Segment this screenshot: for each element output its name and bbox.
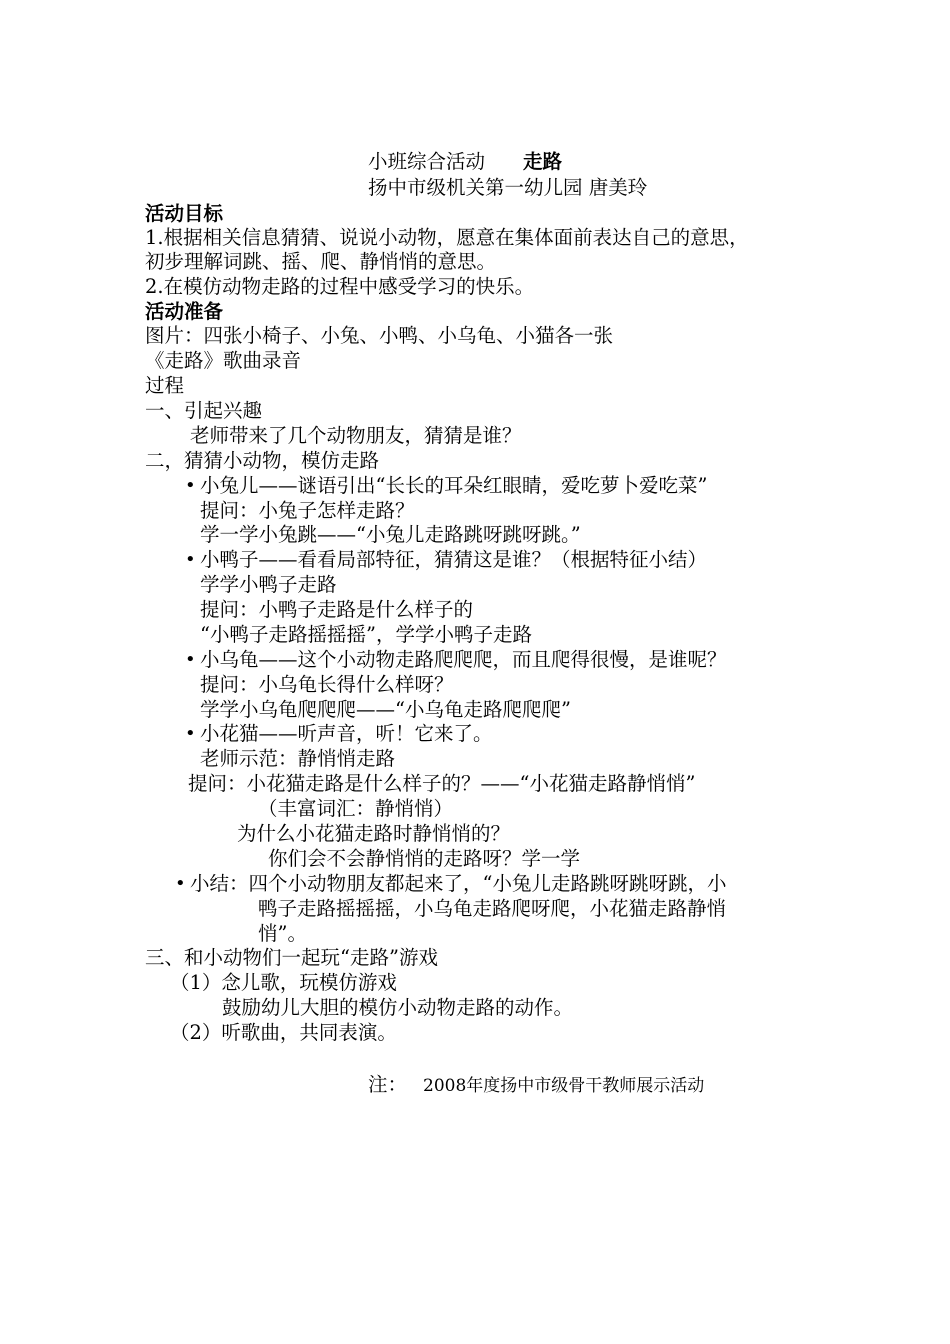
activity-type: 小班综合活动 <box>368 150 486 173</box>
goal-item-1-line-1: 1.根据相关信息猜猜、说说小动物，愿意在集体面前表达自己的意思， <box>145 226 749 249</box>
turtle-line-3: 学学小乌龟爬爬爬——“小乌龟走路爬爬爬” <box>200 698 571 721</box>
part-3-item-2: （2）听歌曲，共同表演。 <box>170 1021 397 1044</box>
part-1-title: 一、引起兴趣 <box>145 399 263 422</box>
part-3-item-1: （1）念儿歌，玩模仿游戏 <box>170 971 397 994</box>
part-1-text: 老师带来了几个动物朋友，猜猜是谁？ <box>190 424 522 447</box>
summary-line-2: 鸭子走路摇摇摇，小乌龟走路爬呀爬，小花猫走路静悄 <box>258 897 727 920</box>
cat-line-2: 老师示范：静悄悄走路 <box>200 747 396 770</box>
turtle-line-1: 小乌龟——这个小动物走路爬爬爬，而且爬得很慢，是谁呢？ <box>200 648 727 671</box>
rabbit-line-1: 小兔儿——谜语引出“长长的耳朵红眼睛，爱吃萝卜爱吃菜” <box>200 474 708 497</box>
bullet-duck: • <box>185 549 196 570</box>
cat-line-5: 为什么小花猫走路时静悄悄的？ <box>237 822 511 845</box>
part-2-title: 二，猜猜小动物，模仿走路 <box>145 449 380 472</box>
cat-line-3: 提问：小花猫走路是什么样子的？——“小花猫走路静悄悄” <box>188 772 696 795</box>
goals-heading: 活动目标 <box>145 202 224 225</box>
bullet-summary: • <box>175 873 186 894</box>
prep-heading: 活动准备 <box>145 300 224 323</box>
duck-line-1: 小鸭子——看看局部特征，猜猜这是谁？（根据特征小结） <box>200 548 708 571</box>
bullet-rabbit: • <box>185 475 196 496</box>
bullet-turtle: • <box>185 649 196 670</box>
page-title: 走路 <box>523 150 563 173</box>
prep-recording: 《走路》歌曲录音 <box>145 349 302 372</box>
goal-item-2: 2.在模仿动物走路的过程中感受学习的快乐。 <box>145 275 535 298</box>
cat-line-4: （丰富词汇：静悄悄） <box>258 797 454 820</box>
duck-line-4: “小鸭子走路摇摇摇”，学学小鸭子走路 <box>200 623 532 646</box>
footnote-text: 2008年度扬中市级骨干教师展示活动 <box>423 1076 705 1096</box>
footnote-label: 注： <box>368 1073 408 1096</box>
goal-item-1-line-2: 初步理解词跳、摇、爬、静悄悄的意思。 <box>145 250 497 273</box>
cat-line-1: 小花猫——听声音，听！它来了。 <box>200 722 493 745</box>
duck-line-2: 学学小鸭子走路 <box>200 573 337 596</box>
activity-label <box>368 150 562 174</box>
part-3-item-1-text: 鼓励幼儿大胆的模仿小动物走路的动作。 <box>222 996 574 1019</box>
turtle-line-2: 提问：小乌龟长得什么样呀？ <box>200 673 454 696</box>
prep-pictures: 图片：四张小椅子、小兔、小鸭、小乌龟、小猫各一张 <box>145 324 614 347</box>
duck-line-3: 提问：小鸭子走路是什么样子的 <box>200 598 474 621</box>
bullet-cat: • <box>185 723 196 744</box>
cat-line-6: 你们会不会静悄悄的走路呀？学一学 <box>268 847 581 870</box>
part-3-title: 三、和小动物们一起玩“走路”游戏 <box>145 946 438 969</box>
process-heading: 过程 <box>145 374 185 397</box>
rabbit-line-3: 学一学小兔跳——“小兔儿走路跳呀跳呀跳。” <box>200 523 581 546</box>
summary-line-3: 悄”。 <box>258 922 307 945</box>
footnote <box>368 1073 704 1097</box>
school-author: 扬中市级机关第一幼儿园 唐美玲 <box>368 176 648 199</box>
summary-line-1: 小结：四个小动物朋友都起来了，“小兔儿走路跳呀跳呀跳，小 <box>190 872 727 895</box>
rabbit-line-2: 提问：小兔子怎样走路？ <box>200 499 415 522</box>
